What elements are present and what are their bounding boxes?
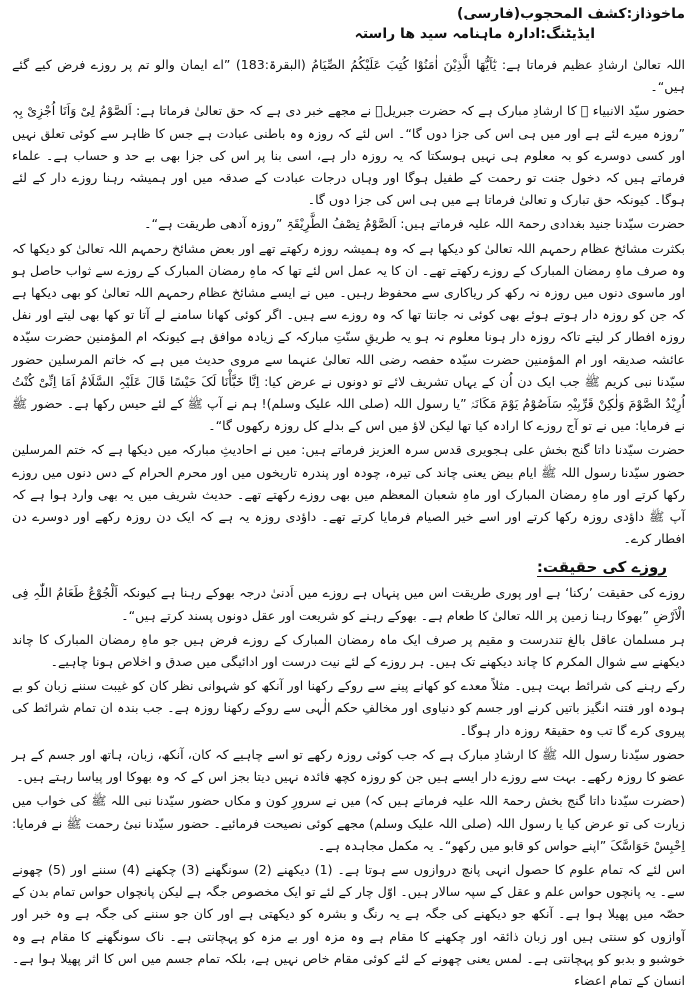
paragraph: روزے کی حقیقت ’رکنا‘ ہے اور پوری طریقت اس میں پنہاں ہے روزے میں اَدنیٰ درجہ بھوکے رہنا ہے کیونکہ اَلْجُوْعُ طَعَامُ اللّٰہِ فِی الْاَرْضِ ”بھوکا رہنا زمین پر اللہ تعالیٰ کا طعام ہے۔ بھوکے رہنے کو شریعت اور عقل دونوں پسند کرتے ہیں“۔ [12, 585, 685, 623]
paragraph: اللہ تعالیٰ ارشادِ عظیم فرماتا ہے: یٰٓاَیُّھَا الَّذِیْنَ اٰمَنُوْا کُتِبَ عَلَیْکُمُ الصِّیَامُ (البقرۃ:183) ”اے ایمان والو تم پر روزے فرض کیے گئے ہیں“۔ [12, 57, 686, 95]
paragraph: ہر مسلمان عاقل بالغ تندرست و مقیم پر صرف ایک ماہ رمضان المبارک کے روزے فرض ہیں جو ماہِ رمضان المبارک کا چاند دیکھنے سے شوال المکرم کا چاند دیکھنے تک ہیں۔ ہر روزے کے لئے نیت درست اور ادائیگی میں صدق و اخلاص ہونا چاہیے۔ [12, 631, 685, 670]
paragraph: (حضرت سیّدنا داتا گنج بخش رحمۃ اللہ علیہ فرماتے ہیں کہ) میں نے سرورِ کون و مکاں حضور سیّدنا نبی اللہ ﷺ کی خواب میں زیارت کی تو عرض کیا یا رسول اللہ (صلی اللہ علیک وسلم) مجھے کوئی نصیحت فرمائیے۔ حضور سیّدنا نبیٔ رحمت ﷺ نے فرمایا: اِحْبِسْ حَوَاسَّکَ ”اپنے حواس کو قابو میں رکھو“۔ یہ مکمل مجاہدہ ہے۔ [12, 793, 685, 853]
source-line: ماخوذاز:کشف المحجوب(فارسی) [456, 6, 685, 22]
article-body-2 [12, 582, 685, 992]
paragraph: حضرت سیّدنا داتا گنج بخش علی ہجویری قدس سرہ العزیز فرماتے ہیں: میں نے احادیثِ مبارکہ میں دیکھا ہے کہ ختم المرسلین حضور سیّدنا رسول اللہ ﷺ ایام بیض یعنی چاند کی تیرہ، چودہ اور پندرہ تاریخوں میں اور محرم الحرام کے دس دنوں میں روزے رکھا کرتے اور ماہِ رمضان المبارک اور ماہِ شعبان المعظم میں بھی روزے رکھتے تھے۔ حدیث شریف میں یہ بھی وارد ہوا ہے کہ آپ ﷺ داؤدی روزہ رکھا کرتے اور اسے خیر الصیام فرمایا کرتے تھے۔ داؤدی روزہ یہ ہے کہ ایک دن روزہ رکھے اور دوسرے دن افطار کرے۔ [12, 442, 685, 547]
article-body [12, 54, 685, 550]
paragraph: اس لئے کہ تمام علوم کا حصول انہی پانچ دروازوں سے ہوتا ہے۔ (1) دیکھنے (2) سونگھنے (3) چکھنے (4) سننے اور (5) چھونے سے۔ یہ پانچوں حواس علم و عقل کے سپہ سالار ہیں۔ اوّل چار کے لئے تو ایک مخصوص جگہ ہے لیکن پانچواں حواس تمام بدن کے حصّہ میں پھیلا ہوا ہے۔ آنکھ جو دیکھنے کی جگہ ہے یہ رنگ و بشرہ کو دیکھتی ہے اور کان جو سننے کی جگہ ہے وہ خبر اور آوازوں کو سنتی ہیں اور زبان ذائقہ اور چکھنے کا مقام ہے وہ مزہ اور بے مزہ کو پہچانتی ہے۔ ناک سونگھنے کا مقام ہے وہ خوشبو و بدبو کو پہچانتی ہے۔ لمس یعنی چھونے کے لئے کوئی مقام خاص نہیں ہے، بلکہ تمام جسم میں اس کا اثر پھیلا ہوا ہے۔ انسان کے تمام اعضاء [12, 861, 686, 988]
editing-line: ایڈیٹنگ:ادارہ ماہنامہ سید ھا راستہ [354, 26, 595, 42]
paragraph: حضور سیّد الانبیاء ﷺ کا ارشادِ مبارک ہے کہ حضرت جبریلؑ نے مجھے خبر دی ہے کہ حق تعالیٰ فرماتا ہے: اَلصَّوْمُ لِیْ وَاَنَا اُجْزِیْ بِہٖ ”روزہ میرے لئے ہے اور میں ہی اس کی جزا دوں گا“۔ اس لئے کہ روزہ وہ باطنی عبادت ہے جس کا ظاہر سے کوئی تعلق نہیں اور کسی دوسرے کو بہ معلوم ہی نہیں ہوسکتا کہ یہ روزہ دار ہے، اسی بنا پر اس کی جزا بھی بے حد و حساب ہے۔ علماء فرماتے ہیں کہ دخول جنت تو رحمت کے طفیل ہوگا اور وہاں درجات عبادت کے صدقہ میں اور ہمیشہ رہنا روزے دار کے لئے ہوگا۔ کیونکہ حق تبارک و تعالیٰ فرماتا ہے میں ہی اس کی جزا دوں گا۔ [12, 103, 685, 208]
document-header [12, 4, 685, 44]
section-heading: روزے کی حقیقت: [536, 558, 667, 577]
paragraph: حضور سیّدنا رسول اللہ ﷺ کا ارشادِ مبارک ہے کہ جب کوئی روزہ رکھے تو اسے چاہیے کہ کان، آنکھ، زبان، ہاتھ اور جسم کے ہر عضو کا روزہ رکھے۔ بہت سے روزے دار ایسے ہیں جن کو روزہ کچھ فائدہ نہیں دیتا بجز اس کے کہ وہ بھوکا اور پیاسا رہتے ہیں۔ [12, 746, 685, 785]
paragraph: رکے رہنے کی شرائط بہت ہیں۔ مثلاً معدے کو کھانے پینے سے روکے رکھنا اور آنکھ کو شہوانی نظر کان کو غیبت سننے زبان کو بے ہودہ اور فتنہ انگیز باتیں کرنے اور جسم کو دنیاوی اور مخالفِ حکم الٰہی سے روکے رکھنا روزہ ہے۔ جب بندہ ان تمام شرائط کی پیروی کرے گا تب وہ حقیقۃً روزہ دار ہوگا۔ [12, 678, 685, 738]
paragraph: حضرت سیّدنا جنید بغدادی رحمۃ اللہ علیہ فرماتے ہیں: اَلصَّوْمُ نِصْفُ الطَّرِیْقَۃِ ”روزہ آدھی طریقت ہے“۔ [144, 216, 685, 232]
paragraph: بکثرت مشائخ عظام رحمہم اللہ تعالیٰ کو دیکھا ہے کہ وہ ہمیشہ روزہ رکھتے تھے اور بعض مشائخ رحمہم اللہ تعالیٰ کو دیکھا کہ وہ صرف ماہِ رمضان المبارک کے روزے رکھتے تھے۔ ان کا یہ عمل اس لئے تھا کہ ماہِ رمضان المبارک کے روزے سے ثواب حاصل ہو اور ماسوی دنوں میں روزہ نہ رکھ کر ریاکاری سے محفوظ رہیں۔ میں نے ایسے مشائخ عظام رحمہم اللہ تعالیٰ کو بھی دیکھا ہے کہ جن کو روزہ دار ہوتے ہوئے بھی کوئی نہ جانتا تھا کہ وہ روزے سے ہیں۔ اگر کوئی کھانا سامنے لے آتا تو کھا بھی لیتے اور نفل روزہ افطار کر لیتے تاکہ روزہ دار ہونا معلوم نہ ہو یہ طریقِ سنّتِ مبارکہ کے زیادہ موافق ہے کیونکہ ام المؤمنین حضرت سیّدہ عائشہ صدیقہ اور ام المؤمنین حضرت سیّدہ حفصہ رضی اللہ تعالیٰ عنہما سے مروی حدیث میں ہے کہ خاتم المرسلین حضور سیّدنا نبی کریم ﷺ جب ایک دن اُن کے یہاں تشریف لائے تو دونوں نے عرض کیا: اِنَّا خَبَّأْنَا لَکَ حَیْسًا قَالَ عَلَیْہِ السَّلَامُ اَمَا اِنِّیْ کُنْتُ اُرِیْدُ الصَّوْمَ وَلٰکِنْ قَرِّبِیْہِ سَاَصُوْمُ یَوْمَ مَکَانَہٗ ”یا رسول اللہ (صلی اللہ علیک وسلم)! ہم نے آپ ﷺ کے لئے حیس رکھا ہے۔ حضور ﷺ نے فرمایا: میں نے تو آج روزے کا ارادہ کیا تھا لیکن لاؤ میں اس کے بدلے کل روزہ رکھوں گا“۔ [12, 240, 685, 434]
